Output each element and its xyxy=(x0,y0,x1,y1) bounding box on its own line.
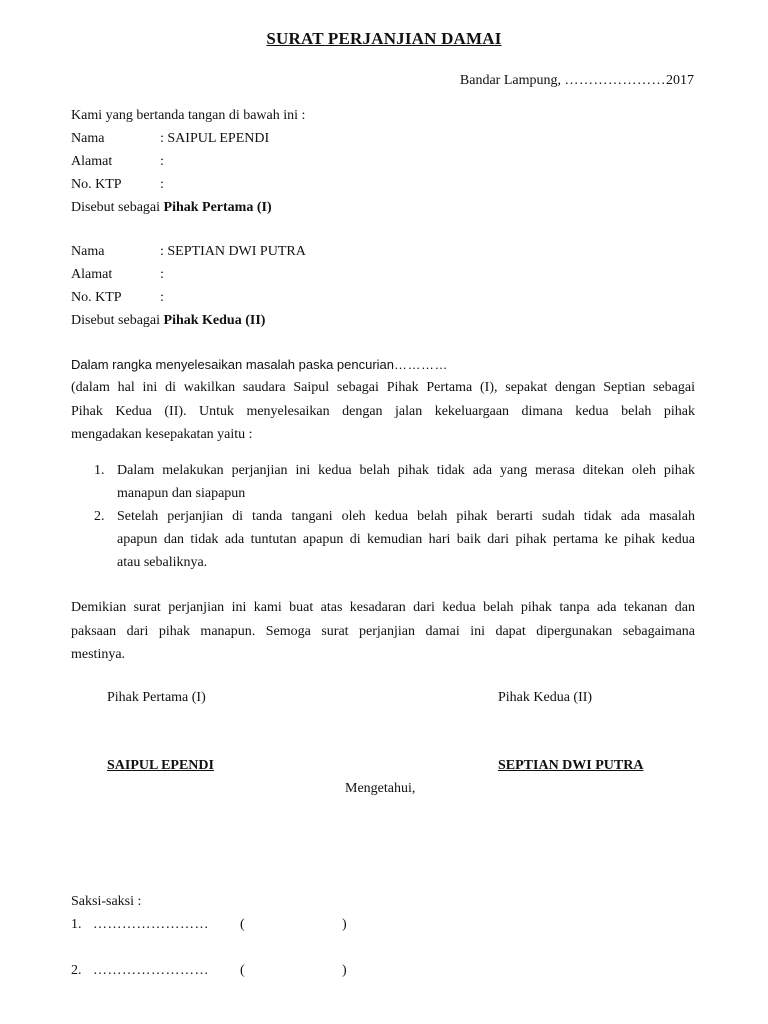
witness-2-number: 2. xyxy=(71,963,82,978)
item-2-number: 2. xyxy=(94,509,105,524)
witness-2-dots: …………………… xyxy=(93,963,209,978)
party1-address-label: Alamat xyxy=(71,154,113,169)
witness-1-open-paren: ( xyxy=(240,917,245,932)
closing-line-2: paksaan dari pihak manapun. Semoga surat perjanjian damai ini dapat dipergunakan sebagaimana xyxy=(71,624,695,639)
party2-ktp-value: : xyxy=(160,290,164,305)
party2-address-value: : xyxy=(160,267,164,282)
party2-name-label: Nama xyxy=(71,244,105,259)
date-line xyxy=(460,73,694,89)
party1-designation xyxy=(71,200,272,216)
party1-designation-prefix: Disebut sebagai xyxy=(71,200,161,215)
witnesses-heading: Saksi-saksi : xyxy=(71,894,142,909)
item-1-line-2: manapun dan siapapun xyxy=(117,486,246,501)
context-line-3: Pihak Kedua (II). Untuk menyelesaikan dengan jalan kekeluargaan dimana kedua belah pihak xyxy=(71,404,695,419)
context-line-1-text: Dalam rangka menyelesaikan masalah paska pencurian xyxy=(71,357,395,372)
witness-1-close-paren: ) xyxy=(342,917,347,932)
date-dots: ………………… xyxy=(564,73,666,88)
witness-1-dots: …………………… xyxy=(93,917,209,932)
item-2-line-2: apapun dan tidak ada tuntutan apapun di kemudian hari baik dari pihak pertama ke pihak kedua xyxy=(117,532,695,547)
party1-ktp-value: : xyxy=(160,177,164,192)
document-title: SURAT PERJANJIAN DAMAI xyxy=(266,29,502,48)
party1-name-label: Nama xyxy=(71,131,105,146)
witness-1-number: 1. xyxy=(71,917,82,932)
item-1-number: 1. xyxy=(94,463,105,478)
party2-ktp-label: No. KTP xyxy=(71,290,122,305)
date-place: Bandar Lampung, xyxy=(459,73,561,88)
item-2-line-3: atau sebaliknya. xyxy=(117,555,208,570)
party1-ktp-label: No. KTP xyxy=(71,177,122,192)
witness-2-close-paren: ) xyxy=(342,963,347,978)
party1-designation-role: Pihak Pertama (I) xyxy=(163,200,272,215)
closing-line-1: Demikian surat perjanjian ini kami buat atas kesadaran dari kedua belah pihak tanpa ada tekanan dan xyxy=(71,600,695,615)
party2-name-value: : SEPTIAN DWI PUTRA xyxy=(160,244,306,259)
context-line-1 xyxy=(71,357,448,372)
signature-left-label: Pihak Pertama (I) xyxy=(107,690,206,705)
item-1-line-1: Dalam melakukan perjanjian ini kedua belah pihak tidak ada yang merasa ditekan oleh pihak xyxy=(117,463,695,478)
context-line-4: mengadakan kesepakatan yaitu : xyxy=(71,427,253,442)
date-year: 2017 xyxy=(666,73,694,88)
witness-2-open-paren: ( xyxy=(240,963,245,978)
party1-address-value: : xyxy=(160,154,164,169)
context-line-2: (dalam hal ini di wakilkan saudara Saipul sebagai Pihak Pertama (I), sepakat dengan Septian sebagai xyxy=(71,380,695,395)
item-2-line-1: Setelah perjanjian di tanda tangani oleh kedua belah pihak berarti sudah tidak ada masalah xyxy=(117,509,695,524)
intro-text: Kami yang bertanda tangan di bawah ini : xyxy=(71,108,306,123)
closing-line-3: mestinya. xyxy=(71,647,126,662)
acknowledged-label: Mengetahui, xyxy=(345,781,416,796)
party1-name-value: : SAIPUL EPENDI xyxy=(160,131,270,146)
party2-designation-role: Pihak Kedua (II) xyxy=(163,313,266,328)
context-line-1-dots: ………… xyxy=(394,357,449,372)
party2-address-label: Alamat xyxy=(71,267,113,282)
signature-left-name: SAIPUL EPENDI xyxy=(107,758,214,773)
signature-right-label: Pihak Kedua (II) xyxy=(498,690,593,705)
party2-designation-prefix: Disebut sebagai xyxy=(71,313,161,328)
signature-right-name: SEPTIAN DWI PUTRA xyxy=(498,758,644,773)
party2-designation xyxy=(71,313,265,329)
